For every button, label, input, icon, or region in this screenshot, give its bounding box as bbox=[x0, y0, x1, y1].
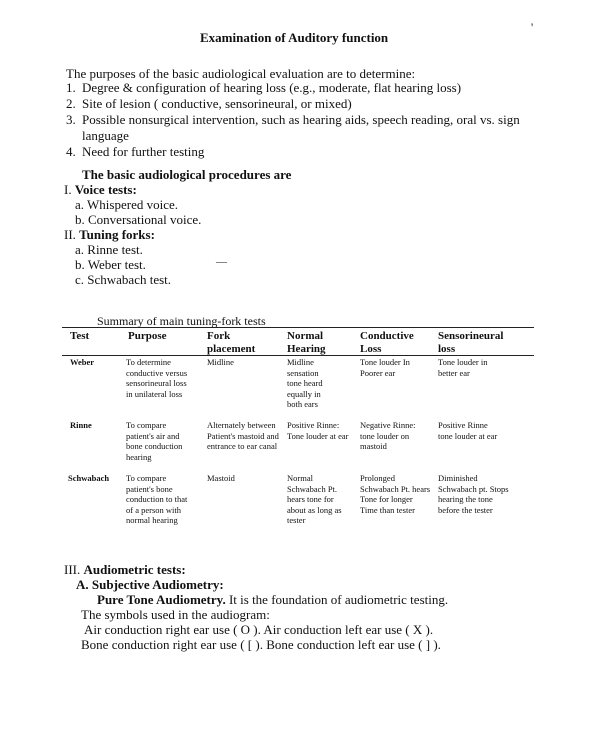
item-text: Degree & configuration of hearing loss (e.g., moderate, flat hearing loss) bbox=[82, 80, 462, 95]
table-cell-test: Schwabach bbox=[68, 473, 110, 483]
list-item bbox=[66, 112, 556, 144]
table-top-rule bbox=[62, 327, 534, 328]
table-cell-test: Rinne bbox=[70, 420, 92, 430]
header-test: Test bbox=[70, 330, 90, 342]
intro-text: The purposes of the basic audiological evaluation are to determine: bbox=[66, 66, 416, 81]
header-normal-hearing: Normal Hearing bbox=[287, 330, 326, 355]
table-cell-conductive: Prolonged Schwabach Pt. hears Tone for longer Time than tester bbox=[360, 473, 431, 515]
table-cell-sensorineural: Diminished Schwabach pt. Stops hearing the tone before the tester bbox=[438, 473, 509, 515]
table-cell-normal: Normal Schwabach Pt. hears tone for about as long as tester bbox=[287, 473, 342, 525]
pure-tone-text: It is the foundation of audiometric testing. bbox=[225, 592, 449, 607]
table-cell-fork: Alternately between Patient's mastoid and entrance to ear canal bbox=[207, 420, 279, 451]
header-fork-placement: Fork placement bbox=[207, 330, 256, 355]
section-label: Tuning forks: bbox=[79, 227, 155, 242]
table-header-rule bbox=[62, 355, 534, 356]
table-cell-test: Weber bbox=[70, 357, 95, 367]
header-conductive-loss: Conductive Loss bbox=[360, 330, 414, 355]
pure-tone-label: Pure Tone Audiometry. bbox=[97, 592, 226, 607]
table-cell-conductive: Negative Rinne: tone louder on mastoid bbox=[360, 420, 416, 451]
list-item: a. Whispered voice. bbox=[75, 197, 178, 212]
list-item: a. Rinne test. bbox=[75, 242, 143, 257]
procedures-heading: The basic audiological procedures are bbox=[82, 167, 292, 182]
section-tuning-forks bbox=[64, 227, 155, 243]
table-cell-fork: Mastoid bbox=[207, 473, 235, 483]
list-item: b. Conversational voice. bbox=[75, 212, 202, 227]
corner-mark: ' bbox=[531, 20, 534, 34]
table-cell-sensorineural: Tone louder in better ear bbox=[438, 357, 488, 378]
page-title: Examination of Auditory function bbox=[200, 30, 389, 45]
item-text: Need for further testing bbox=[82, 144, 205, 159]
section-voice-tests bbox=[64, 182, 137, 198]
table-cell-normal: Positive Rinne: Tone louder at ear bbox=[287, 420, 349, 441]
pure-tone-line bbox=[97, 592, 448, 608]
list-item bbox=[66, 96, 556, 112]
section-audiometric-tests bbox=[64, 562, 186, 578]
section-number: I. bbox=[64, 182, 72, 197]
list-item bbox=[66, 144, 556, 160]
item-text: Site of lesion ( conductive, sensorineural, or mixed) bbox=[82, 96, 352, 111]
air-conduction-line: Air conduction right ear use ( O ). Air conduction left ear use ( X ). bbox=[84, 622, 434, 637]
list-item bbox=[66, 80, 556, 96]
table-cell-purpose: To compare patient's air and bone conduction hearing bbox=[126, 420, 183, 462]
symbols-line: The symbols used in the audiogram: bbox=[81, 607, 270, 622]
item-text: Possible nonsurgical intervention, such as hearing aids, speech reading, oral vs. sign language bbox=[82, 112, 520, 143]
section-label: Voice tests: bbox=[74, 182, 137, 197]
table-cell-purpose: To compare patient's bone conduction to that of a person with normal hearing bbox=[126, 473, 188, 525]
purposes-list bbox=[66, 80, 556, 160]
item-number: 3. bbox=[66, 112, 76, 127]
section-number: II. bbox=[64, 227, 76, 242]
table-cell-conductive: Tone louder In Poorer ear bbox=[360, 357, 410, 378]
table-cell-normal: Midline sensation tone heard equally in both ears bbox=[287, 357, 323, 409]
subjective-audiometry-heading: A. Subjective Audiometry: bbox=[76, 577, 224, 592]
stray-dash: — bbox=[216, 256, 227, 268]
section-label: Audiometric tests: bbox=[83, 562, 186, 577]
header-purpose: Purpose bbox=[128, 330, 167, 342]
list-item: b. Weber test. bbox=[75, 257, 146, 272]
table-caption: Summary of main tuning-fork tests bbox=[97, 314, 266, 328]
list-item: c. Schwabach test. bbox=[75, 272, 172, 287]
section-number: III. bbox=[64, 562, 81, 577]
bone-conduction-line: Bone conduction right ear use ( [ ). Bone conduction left ear use ( ] ). bbox=[81, 637, 441, 652]
table-cell-purpose: To determine conductive versus sensorineural loss in unilateral loss bbox=[126, 357, 188, 399]
table-cell-fork: Midline bbox=[207, 357, 234, 367]
item-number: 1. bbox=[66, 80, 76, 95]
table-cell-sensorineural: Positive Rinne tone louder at ear bbox=[438, 420, 498, 441]
item-number: 2. bbox=[66, 96, 76, 111]
item-number: 4. bbox=[66, 144, 76, 159]
header-sensorineural-loss: Sensorineural loss bbox=[438, 330, 504, 355]
